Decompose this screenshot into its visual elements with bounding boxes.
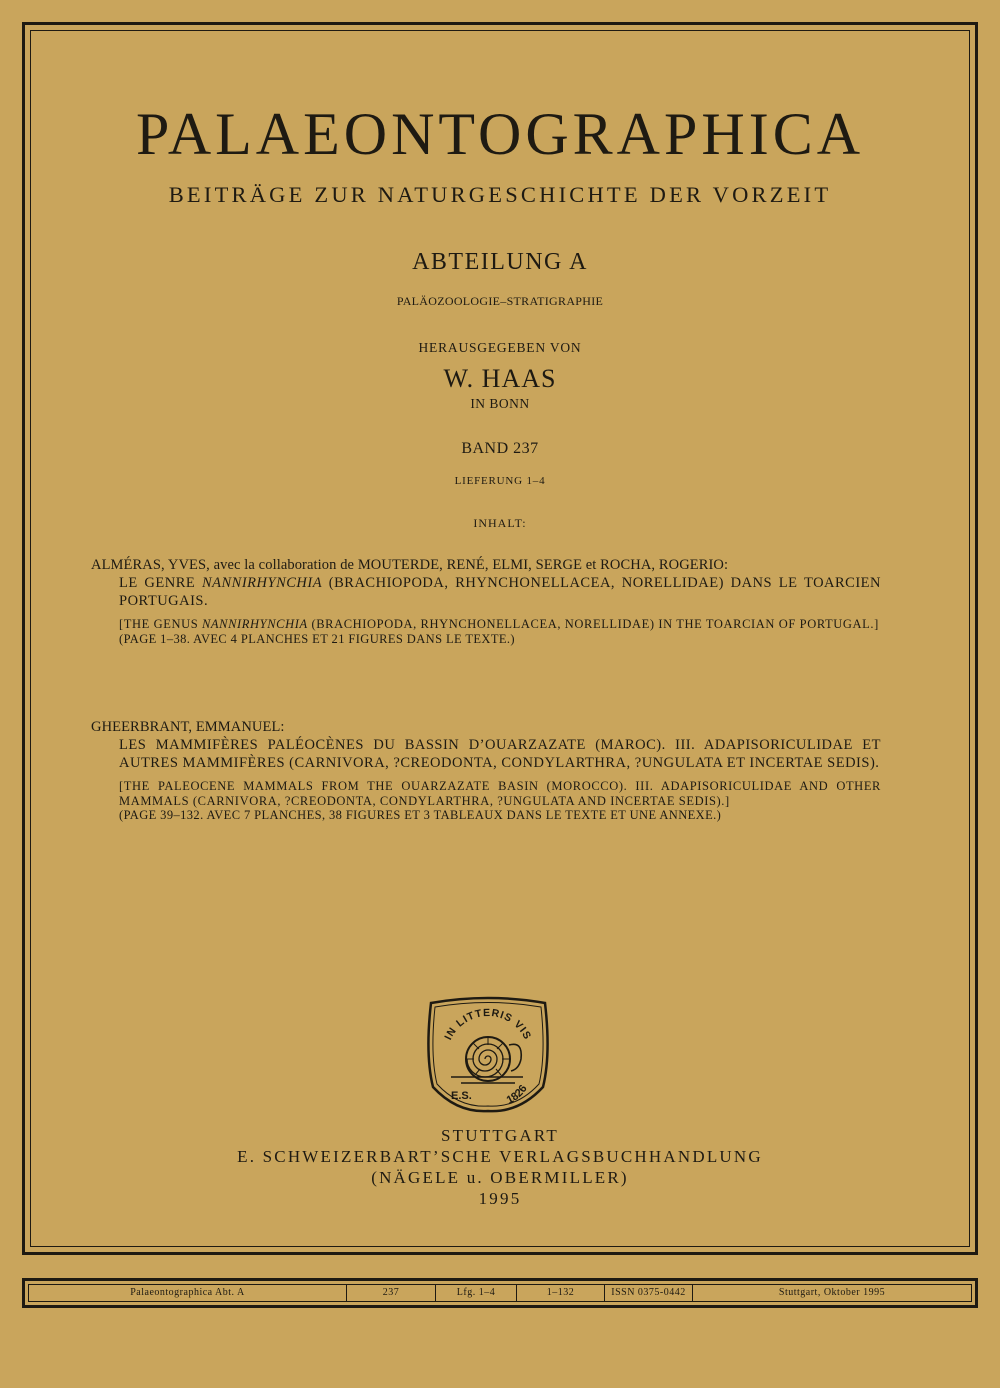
bibliographic-strip — [22, 1278, 978, 1308]
publisher-city: STUTTGART — [441, 1126, 559, 1145]
genus-name: NANNIRHYNCHIA — [201, 617, 308, 631]
field-label: PALÄOZOOLOGIE–STRATIGRAPHIE — [396, 294, 604, 308]
publisher-logo — [423, 995, 553, 1115]
logo-year: 1826 — [504, 1082, 530, 1107]
division-heading: ABTEILUNG A — [412, 249, 588, 275]
genus-name: NANNIRHYNCHIA — [201, 575, 323, 591]
logo-motto: IN LITTERIS VIS — [442, 1006, 534, 1043]
entry-translation: [THE PALEOCENE MAMMALS FROM THE OUARZAZATE BASIN (MOROCCO). III. ADAPISORICULIDAE AND OTHER MAMMALS (CARNIVORA, ?CREODONTA, CONDYLARTHRA, ?UNGULATA AND INCERTAE SEDIS).] — [119, 779, 881, 808]
footer-issue: Lfg. 1–4 — [436, 1285, 517, 1301]
editor-name: W. HAAS — [443, 364, 557, 393]
editor-city: IN BONN — [470, 396, 530, 411]
svg-text:1826 — [505, 1083, 530, 1107]
entry-pages: (PAGE 1–38. AVEC 4 PLANCHES ET 21 FIGURES DANS LE TEXTE.) — [119, 631, 515, 646]
publication-year: 1995 — [478, 1189, 522, 1208]
logo-initials: E.S. — [451, 1090, 472, 1102]
entry-authors: GHEERBRANT, EMMANUEL: — [91, 719, 285, 735]
entry-title: LES MAMMIFÈRES PALÉOCÈNES DU BASSIN D’OUARZAZATE (MAROC). III. ADAPISORICULIDAE ET AUTRES MAMMIFÈRES (CARNIVORA, ?CREODONTA, CONDYLARTHRA, ?UNGULATA ET INCERTAE SEDIS). — [119, 737, 881, 771]
publisher-owners: (NÄGELE u. OBERMILLER) — [371, 1168, 629, 1187]
footer-pages: 1–132 — [517, 1285, 605, 1301]
footer-journal: Palaeontographica Abt. A — [29, 1285, 347, 1301]
journal-subtitle: BEITRÄGE ZUR NATURGESCHICHTE DER VORZEIT — [168, 182, 832, 207]
volume-label: BAND 237 — [461, 440, 539, 457]
editor-intro: HERAUSGEGEBEN VON — [418, 340, 582, 355]
issue-label: LIEFERUNG 1–4 — [454, 475, 546, 487]
entry-pages: (PAGE 39–132. AVEC 7 PLANCHES, 38 FIGURES ET 3 TABLEAUX DANS LE TEXTE ET UNE ANNEXE.) — [119, 808, 722, 822]
entry-title: LE GENRE NANNIRHYNCHIA (BRACHIOPODA, RHYNCHONELLACEA, NORELLIDAE) DANS LE TOARCIEN PORTUGAIS. — [119, 575, 882, 609]
contents-entry-2 — [91, 718, 881, 823]
footer-volume: 237 — [347, 1285, 436, 1301]
contents-label: INHALT: — [473, 516, 527, 530]
publisher-block — [0, 1125, 1000, 1209]
contents-entry-1 — [91, 556, 881, 646]
entry-authors: ALMÉRAS, YVES, avec la collaboration de MOUTERDE, RENÉ, ELMI, SERGE et ROCHA, ROGERIO: — [91, 557, 729, 573]
publisher-name: E. SCHWEIZERBART’SCHE VERLAGSBUCHHANDLUNG — [237, 1147, 763, 1166]
entry-translation: [THE GENUS NANNIRHYNCHIA (BRACHIOPODA, RHYNCHONELLACEA, NORELLIDAE) IN THE TOARCIAN OF PORTUGAL.] — [119, 617, 879, 631]
journal-title: PALAEONTOGRAPHICA — [135, 101, 865, 167]
ammonite-icon — [451, 1037, 523, 1083]
footer-issn: ISSN 0375-0442 — [605, 1285, 693, 1301]
footer-place-date: Stuttgart, Oktober 1995 — [778, 1287, 886, 1298]
